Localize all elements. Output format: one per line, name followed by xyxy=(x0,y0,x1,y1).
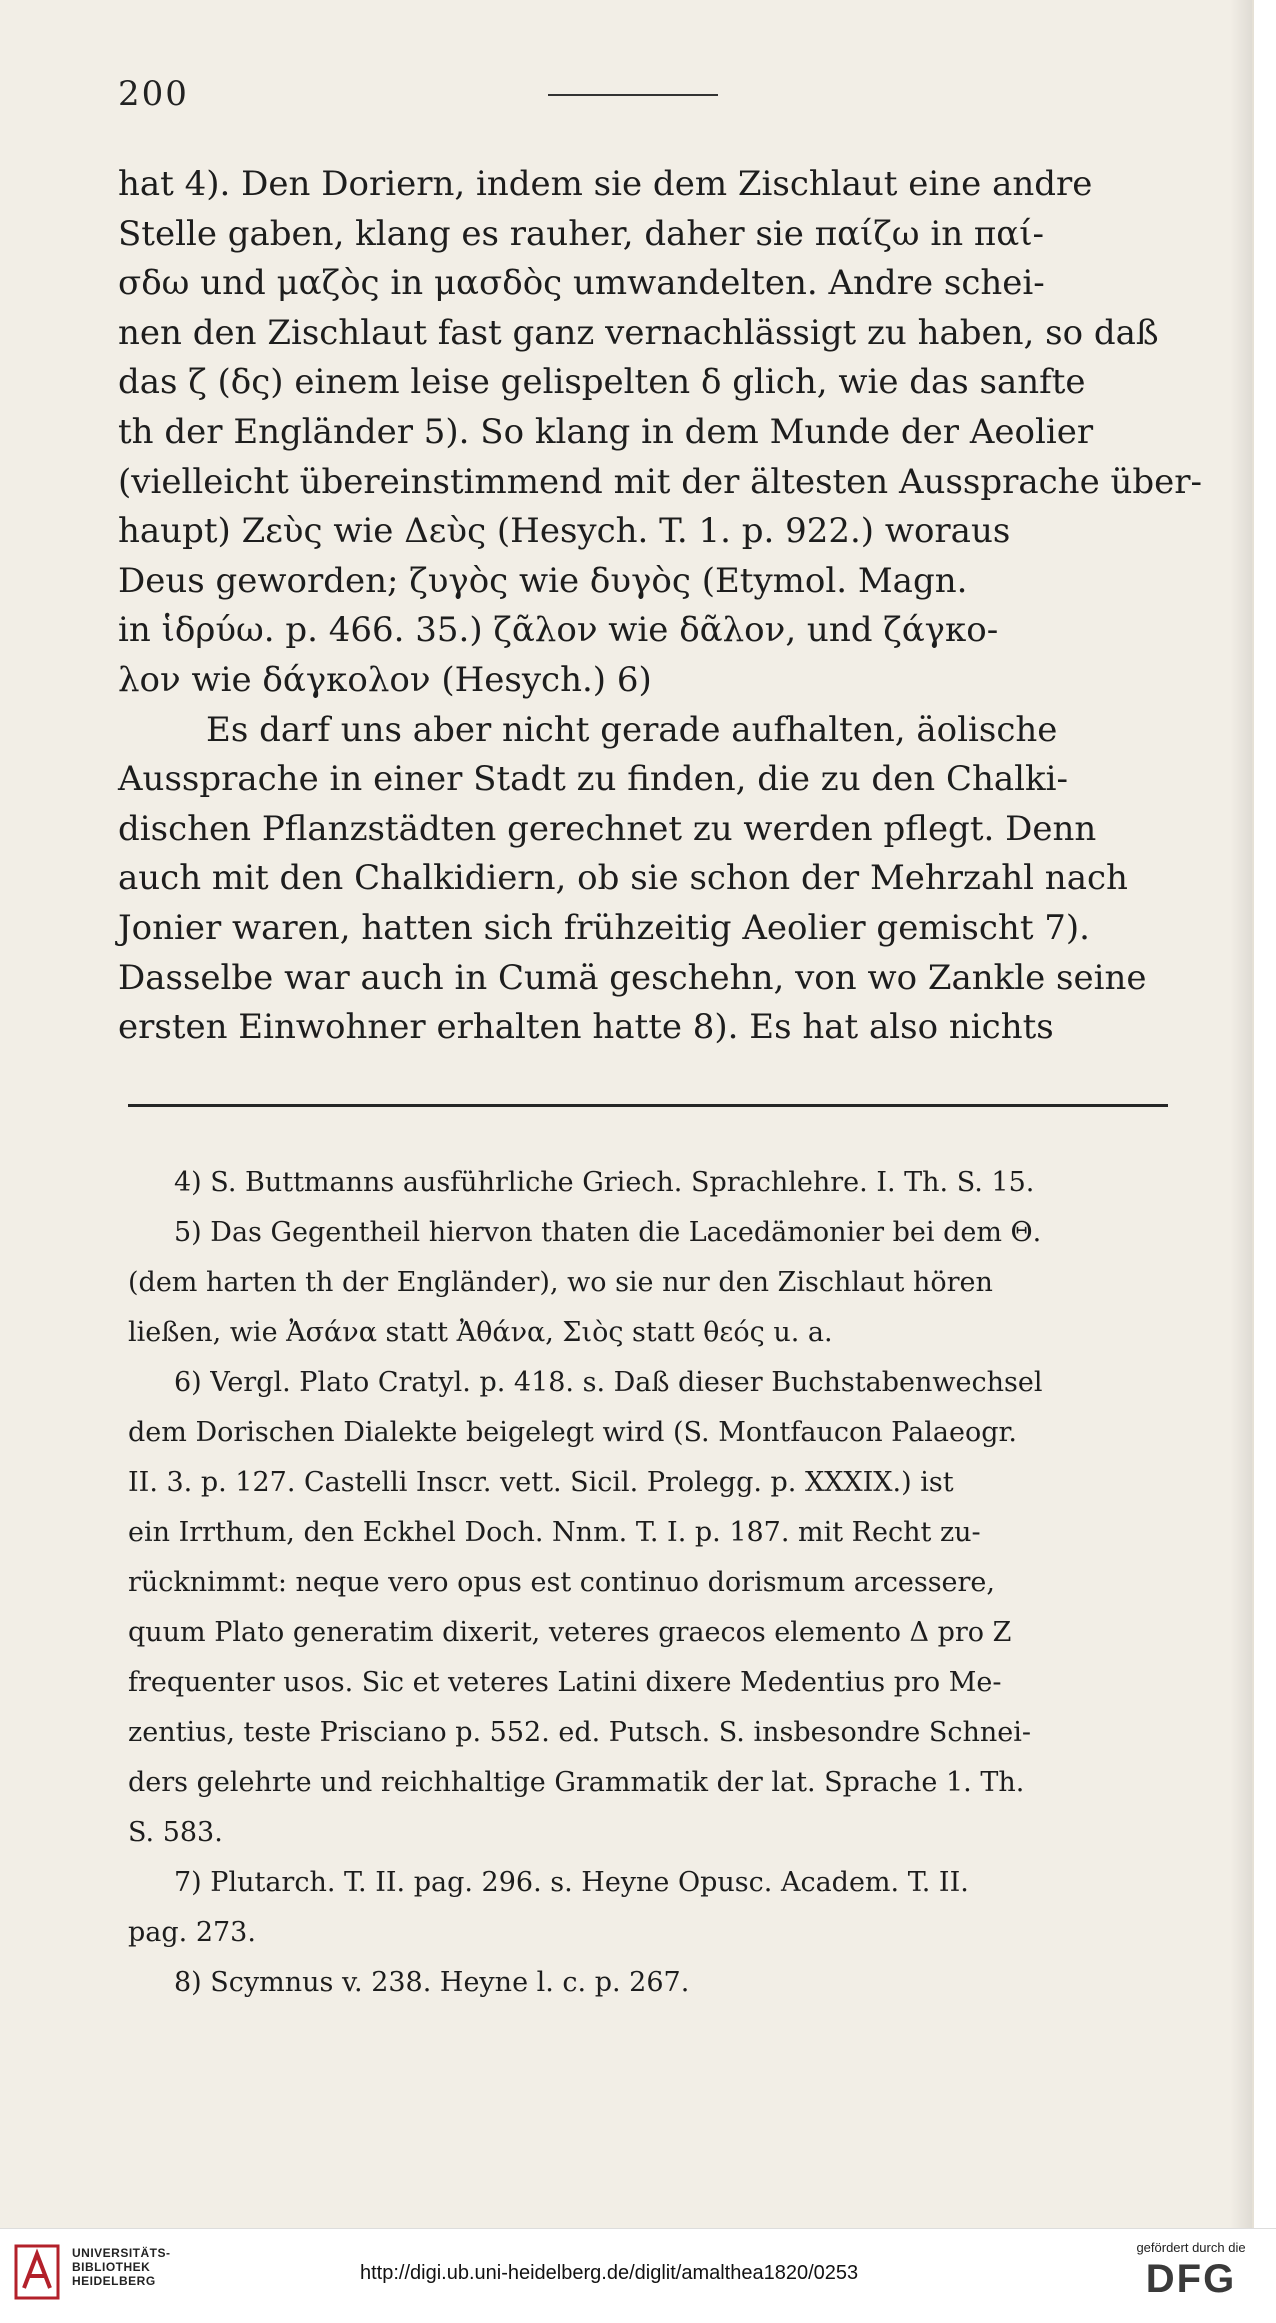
text-line: λον wie δάγκολον (Hesych.) 6) xyxy=(118,659,652,700)
header-rule xyxy=(548,94,718,96)
text-line: auch mit den Chalkidiern, ob sie schon der Mehrzahl nach xyxy=(118,858,1128,899)
text-line: th der Engländer 5). So klang in dem Munde der Aeolier xyxy=(118,411,1094,452)
footnote-line: dem Dorischen Dialekte beigelegt wird (S. Montfaucon Palaeogr. xyxy=(128,1417,1018,1448)
library-name-line: BIBLIOTHEK xyxy=(72,2260,151,2274)
paragraph-1 xyxy=(118,160,1203,706)
footnote-line: S. 583. xyxy=(128,1817,223,1848)
footnote-line: 8) Scymnus v. 238. Heyne l. c. p. 267. xyxy=(174,1967,690,1998)
paragraph-2 xyxy=(118,706,1168,1053)
footnote-7 xyxy=(128,1858,1168,1958)
footnote-line: pag. 273. xyxy=(128,1917,256,1948)
footnote-line: 4) S. Buttmanns ausführliche Griech. Sprachlehre. I. Th. S. 15. xyxy=(174,1167,1035,1198)
text-line: dischen Pflanzstädten gerechnet zu werden pflegt. Denn xyxy=(118,808,1097,849)
footnote-line: frequenter usos. Sic et veteres Latini dixere Medentius pro Me- xyxy=(128,1667,1002,1698)
footnote-line: II. 3. p. 127. Castelli Inscr. vett. Sicil. Prolegg. p. XXXIX.) ist xyxy=(128,1467,954,1498)
text-line: Stelle gaben, klang es rauher, daher sie παίζω in παί- xyxy=(118,213,1045,254)
text-line: ersten Einwohner erhalten hatte 8). Es hat also nichts xyxy=(118,1007,1054,1048)
footnote-line: (dem harten th der Engländer), wo sie nur den Zischlaut hören xyxy=(128,1267,993,1298)
footnote-8 xyxy=(128,1958,1168,2008)
text-line: Aussprache in einer Stadt zu finden, die zu den Chalki- xyxy=(118,759,1069,800)
text-line: in ἱδρύω. p. 466. 35.) ζᾶλον wie δᾶλον, und ζάγκο- xyxy=(118,610,999,651)
text-line: nen den Zischlaut fast ganz vernachlässigt zu haben, so daß xyxy=(118,312,1159,353)
page-number: 200 xyxy=(118,74,189,114)
text-line: das ζ (δς) einem leise gelispelten δ glich, wie das sanfte xyxy=(118,362,1086,403)
footnote-line: rücknimmt: neque vero opus est continuo dorismum arcessere, xyxy=(128,1567,995,1598)
library-name-line: UNIVERSITÄTS- xyxy=(72,2246,171,2260)
footnote-line: quum Plato generatim dixerit, veteres graecos elemento Δ pro Z xyxy=(128,1617,1012,1648)
footnote-5 xyxy=(128,1208,1168,1358)
footnote-line: ließen, wie Ἀσάνα statt Ἀθάνα, Σιὸς statt θεός u. a. xyxy=(128,1317,833,1348)
text-line: haupt) Ζεὺς wie Δεὺς (Hesych. T. 1. p. 922.) woraus xyxy=(118,511,1011,552)
library-name xyxy=(72,2246,171,2288)
footnote-line: ders gelehrte und reichhaltige Grammatik der lat. Sprache 1. Th. xyxy=(128,1767,1025,1798)
main-text xyxy=(118,160,1203,1053)
text-line: (vielleicht übereinstimmend mit der ältesten Aussprache über- xyxy=(118,461,1203,502)
text-line: Es darf uns aber nicht gerade aufhalten, äolische xyxy=(206,709,1058,750)
permalink-url[interactable]: http://digi.ub.uni-heidelberg.de/diglit/amalthea1820/0253 xyxy=(360,2262,859,2284)
footnote-separator xyxy=(128,1104,1168,1107)
footnote-line: 6) Vergl. Plato Cratyl. p. 418. s. Daß dieser Buchstabenwechsel xyxy=(174,1367,1043,1398)
text-line: Jonier waren, hatten sich frühzeitig Aeolier gemischt 7). xyxy=(118,907,1090,948)
text-line: hat 4). Den Doriern, indem sie dem Zischlaut eine andre xyxy=(118,164,1093,204)
sponsor-caption: gefördert durch die xyxy=(1136,2240,1246,2255)
footnote-line: zentius, teste Prisciano p. 552. ed. Putsch. S. insbesondre Schnei- xyxy=(128,1717,1031,1748)
text-line: Deus geworden; ζυγὸς wie δυγὸς (Etymol. Magn. xyxy=(118,560,968,601)
footnote-line: 7) Plutarch. T. II. pag. 296. s. Heyne Opusc. Academ. T. II. xyxy=(174,1867,969,1898)
university-seal-icon xyxy=(14,2244,60,2300)
text-line: σδω und μαζὸς in μασδὸς umwandelten. Andre schei- xyxy=(118,263,1045,304)
library-name-line: HEIDELBERG xyxy=(72,2274,156,2288)
dfg-logo-icon: DFG xyxy=(1145,2257,1237,2301)
text-line: Dasselbe war auch in Cumä geschehn, von wo Zankle seine xyxy=(118,957,1147,998)
footnote-4 xyxy=(128,1158,1168,1208)
footnotes xyxy=(128,1158,1168,2008)
footnote-line: ein Irrthum, den Eckhel Doch. Nnm. T. I. p. 187. mit Recht zu- xyxy=(128,1517,981,1548)
footnote-line: 5) Das Gegentheil hiervon thaten die Lacedämonier bei dem Θ. xyxy=(174,1217,1042,1248)
footnote-6 xyxy=(128,1358,1168,1858)
sponsor-block xyxy=(1116,2240,1266,2303)
